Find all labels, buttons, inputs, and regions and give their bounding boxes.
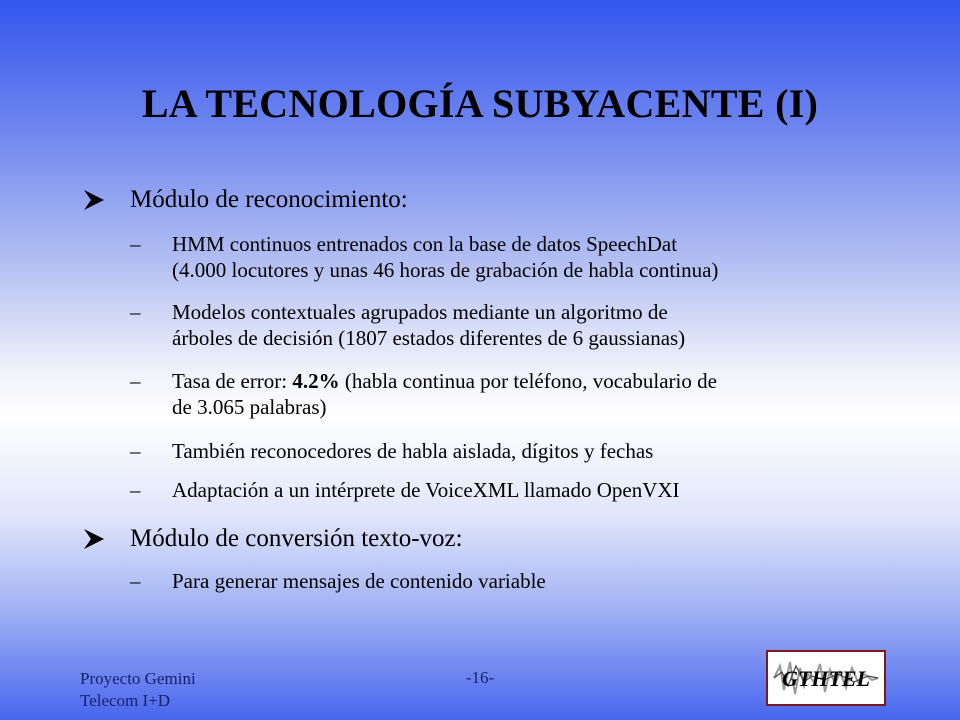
list-item (130, 231, 890, 283)
footer-project-name: Proyecto Gemini (80, 669, 196, 688)
list-item (130, 299, 890, 351)
section-heading-recognition (82, 186, 408, 214)
arrow-bullet-icon (82, 188, 106, 212)
logo-text: GTHTEL (782, 666, 870, 691)
section-heading-text: Módulo de reconocimiento: (130, 186, 408, 213)
dash-bullet: – (130, 569, 141, 593)
section-heading-text: Módulo de conversión texto-voz: (130, 525, 463, 552)
error-rate-detail: (habla continua por teléfono, vocabulario de (339, 369, 717, 393)
list-item-line1: Modelos contextuales agrupados mediante un algoritmo de (172, 300, 668, 324)
list-item-line2: de 3.065 palabras) (172, 395, 327, 419)
footer-project (80, 668, 196, 712)
footer-company: Telecom I+D (80, 691, 171, 710)
dash-bullet: – (130, 232, 141, 256)
list-item-line1: También reconocedores de habla aislada, dígitos y fechas (172, 439, 654, 463)
error-rate-value: 4.2% (292, 369, 340, 393)
list-item-line1 (172, 368, 890, 394)
gth-logo (766, 650, 886, 706)
slide-title: LA TECNOLOGÍA SUBYACENTE (I) (141, 81, 819, 126)
list-item-line1: HMM continuos entrenados con la base de datos SpeechDat (172, 232, 678, 256)
list-item (130, 568, 890, 594)
list-item (130, 368, 890, 420)
list-item-line2: árboles de decisión (1807 estados diferentes de 6 gaussianas) (172, 326, 686, 350)
list-item-line2: (4.000 locutores y unas 46 horas de grabación de habla continua) (172, 258, 719, 282)
arrow-bullet-icon (82, 527, 106, 551)
dash-bullet: – (130, 439, 141, 463)
list-item (130, 438, 890, 464)
dash-bullet: – (130, 300, 141, 324)
list-item (130, 477, 890, 503)
list-item-line1: Para generar mensajes de contenido variable (172, 569, 546, 593)
page-number: -16- (465, 668, 495, 687)
list-item-line1: Adaptación a un intérprete de VoiceXML llamado OpenVXI (172, 478, 680, 502)
section-heading-tts (82, 525, 463, 553)
gth-logo-icon (768, 652, 884, 704)
dash-bullet: – (130, 478, 141, 502)
dash-bullet: – (130, 369, 141, 393)
error-rate-label: Tasa de error: (172, 369, 293, 393)
